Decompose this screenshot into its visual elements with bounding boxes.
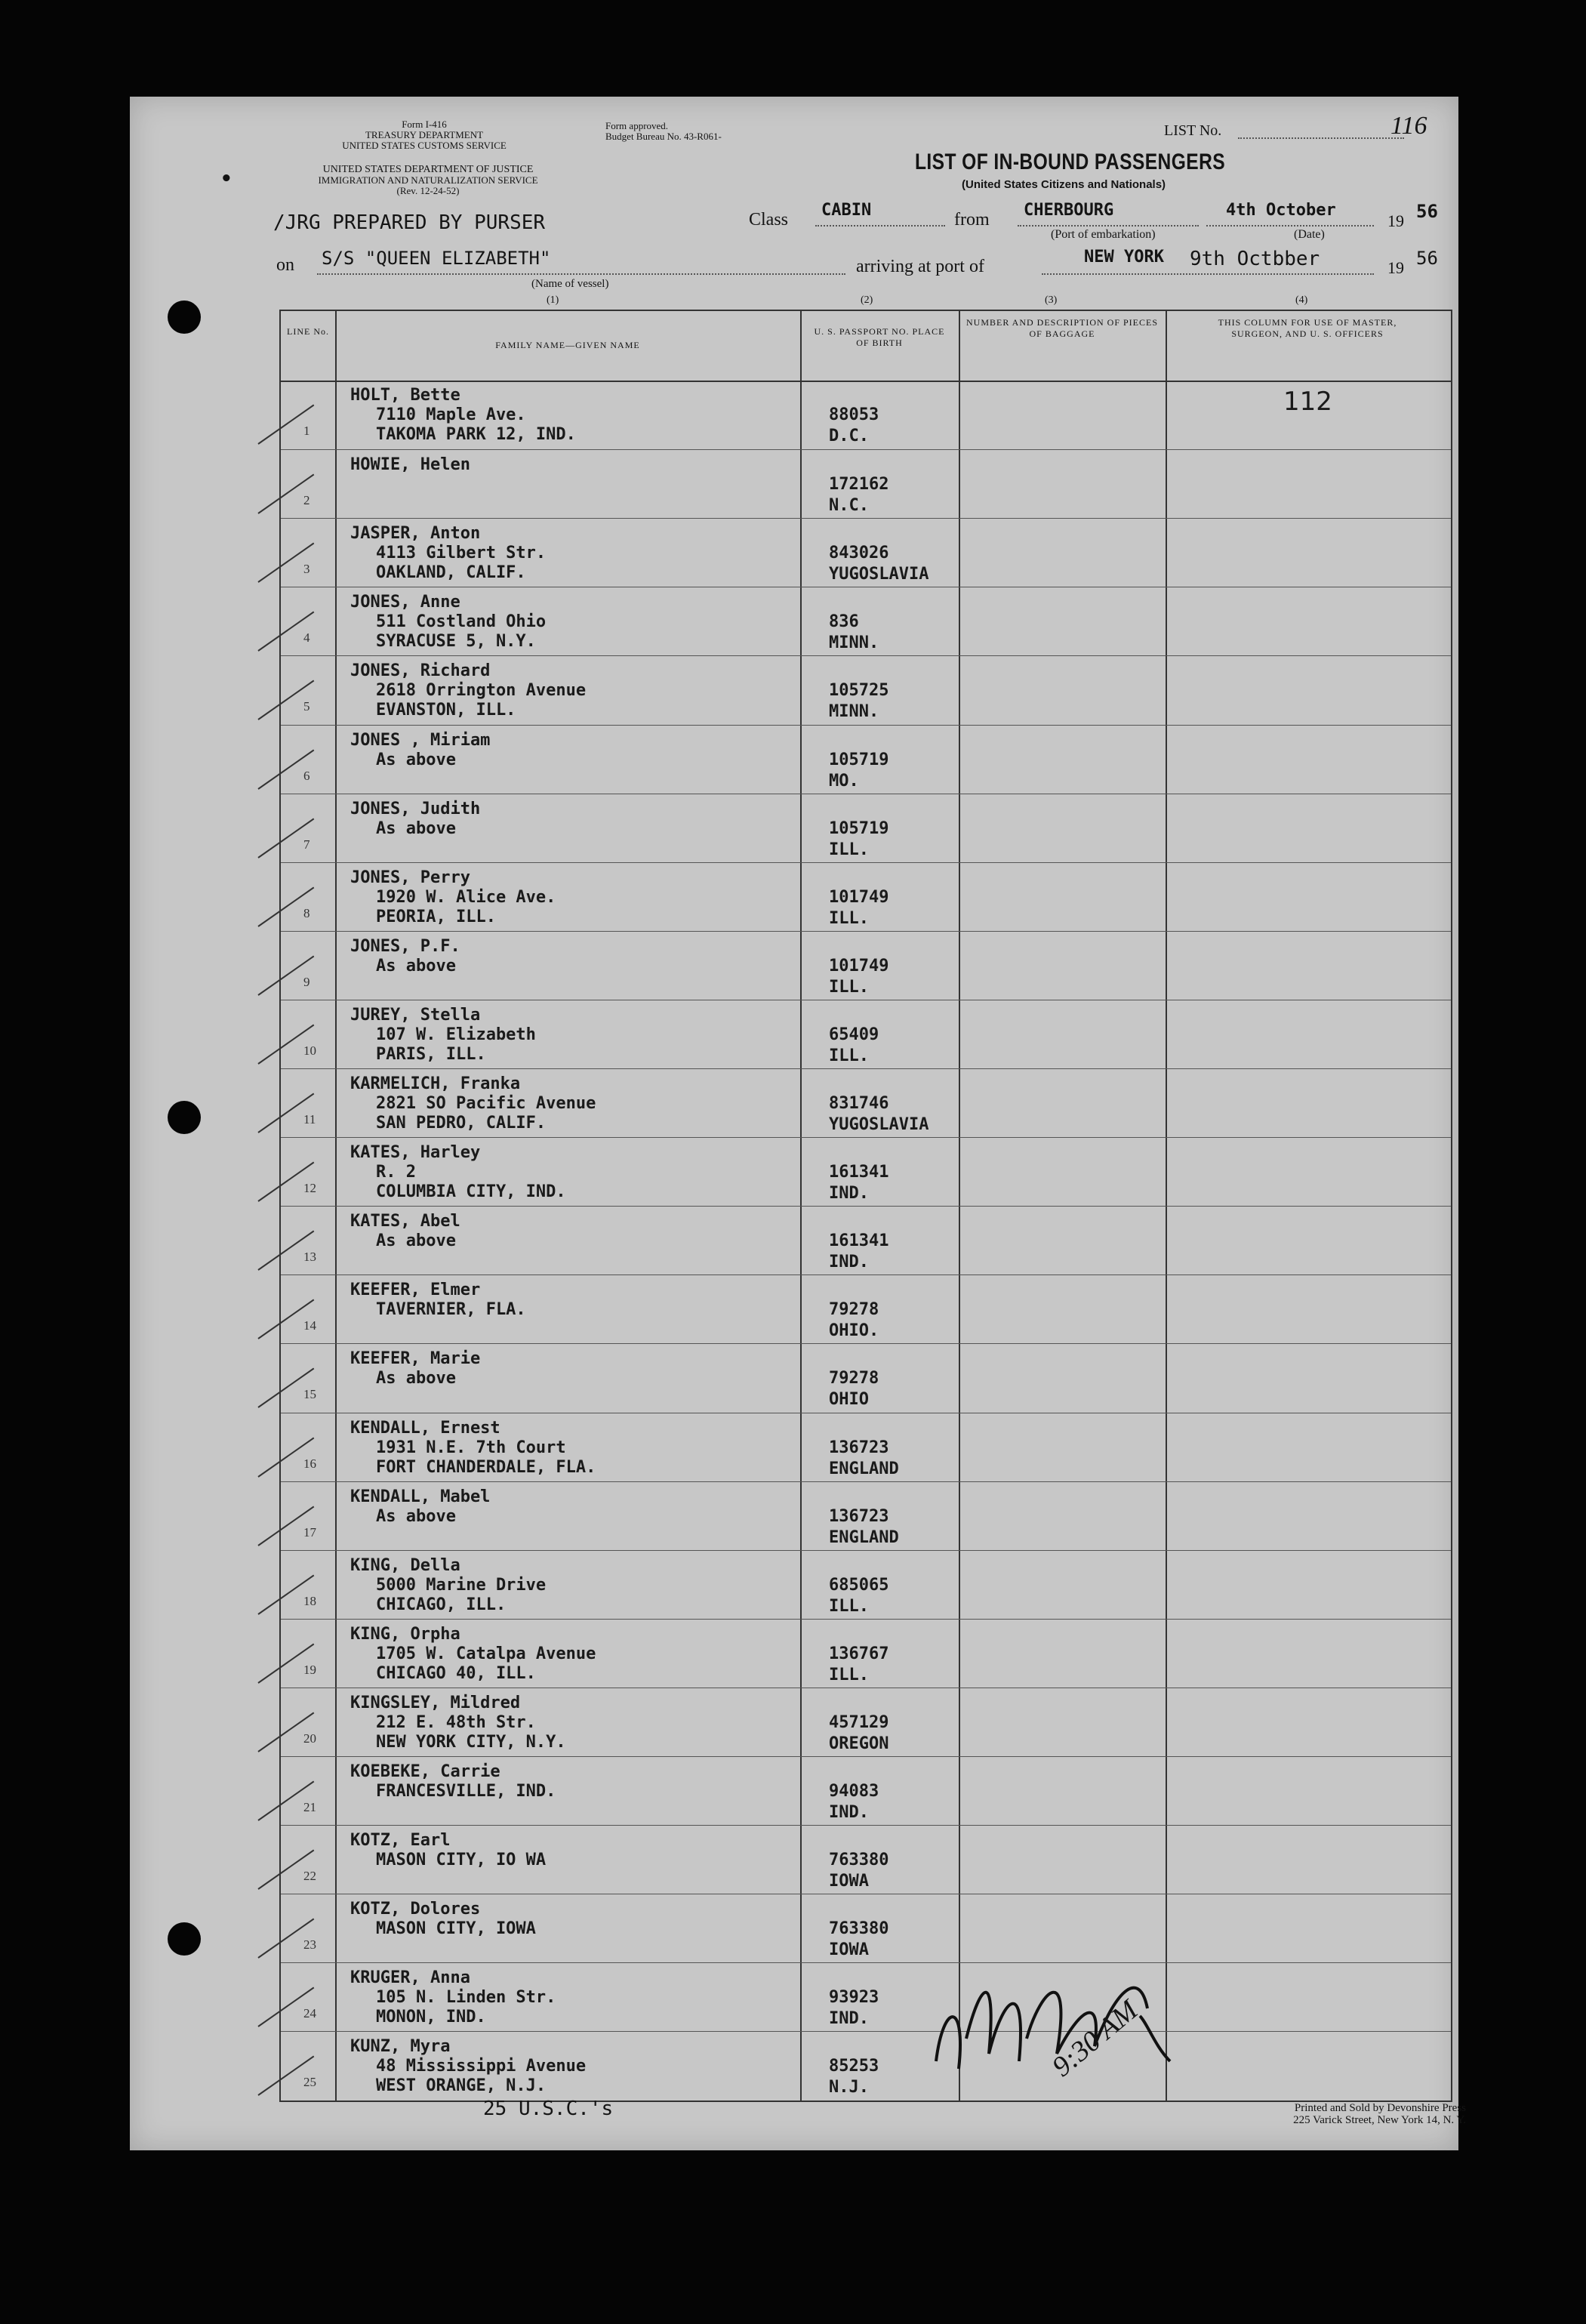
place-of-birth: ILL. <box>829 1596 869 1616</box>
passenger-address-1: 107 W. Elizabeth <box>376 1025 536 1044</box>
place-of-birth: IND. <box>829 1184 869 1204</box>
table-row <box>281 587 1451 656</box>
passenger-address-2: PEORIA, ILL. <box>376 907 496 926</box>
form-number: Form I-416 <box>402 119 447 130</box>
col2-caption: (2) <box>861 294 873 306</box>
vessel-name: S/S "QUEEN ELIZABETH" <box>322 248 551 269</box>
passenger-address-1: 2821 SO Pacific Avenue <box>376 1094 596 1113</box>
passenger-table <box>279 310 1452 2102</box>
table-row <box>281 2031 1451 2101</box>
line-number: 16 <box>303 1456 316 1471</box>
passport-number: 79278 <box>829 1369 879 1389</box>
passport-number: 172162 <box>829 475 889 495</box>
line-number: 21 <box>303 1800 316 1815</box>
passport-number: 101749 <box>829 956 889 976</box>
passport-number: 93923 <box>829 1988 879 2008</box>
place-of-birth: YUGOSLAVIA <box>829 1115 929 1134</box>
year2-prefix: 19 <box>1387 258 1404 277</box>
passenger-address-1: 7110 Maple Ave. <box>376 405 526 424</box>
passport-number: 105719 <box>829 818 889 838</box>
line-number: 10 <box>303 1043 316 1058</box>
place-of-birth: IOWA <box>829 1940 869 1960</box>
line-number: 6 <box>303 768 310 783</box>
table-row <box>281 518 1451 587</box>
passenger-address-1: 5000 Marine Drive <box>376 1575 547 1595</box>
line-number: 20 <box>303 1731 316 1746</box>
line-number: 14 <box>303 1318 316 1333</box>
line-number: 2 <box>303 493 310 508</box>
passport-number: 843026 <box>829 544 889 563</box>
passenger-address-1: MASON CITY, IO WA <box>376 1851 547 1870</box>
passenger-address-2: NEW YORK CITY, N.Y. <box>376 1732 566 1752</box>
passenger-name: JONES, Richard <box>350 661 491 681</box>
year-prefix: 19 <box>1387 211 1404 230</box>
passenger-name: JASPER, Anton <box>350 524 481 544</box>
passenger-address-1: 511 Costland Ohio <box>376 612 547 632</box>
place-of-birth: N.J. <box>829 2078 869 2097</box>
class-value: CABIN <box>821 201 872 220</box>
passenger-address-1: 212 E. 48th Str. <box>376 1712 536 1732</box>
passenger-address-1: 1931 N.E. 7th Court <box>376 1438 566 1457</box>
passenger-name: KOTZ, Dolores <box>350 1900 481 1919</box>
line-number: 5 <box>303 699 310 714</box>
place-of-birth: IND. <box>829 1803 869 1822</box>
passenger-address-1: As above <box>376 818 456 838</box>
embarkation-date: 4th October <box>1226 201 1336 220</box>
date-line <box>1206 225 1374 227</box>
place-of-birth: OHIO. <box>829 1321 879 1341</box>
place-of-birth: ILL. <box>829 977 869 997</box>
place-of-birth: OHIO <box>829 1390 869 1410</box>
table-row <box>281 1000 1451 1069</box>
form-approved: Form approved. <box>605 120 669 131</box>
form-agency-block-2 <box>273 165 583 196</box>
passport-number: 105719 <box>829 750 889 769</box>
col1-caption: (1) <box>547 294 559 306</box>
class-line <box>815 225 945 227</box>
passenger-name: KINGSLEY, Mildred <box>350 1693 521 1712</box>
place-of-birth: ILL. <box>829 840 869 859</box>
place-of-birth: OREGON <box>829 1734 889 1753</box>
margin-mark: • <box>220 168 233 190</box>
place-of-birth: YUGOSLAVIA <box>829 565 929 584</box>
passenger-address-2: PARIS, ILL. <box>376 1044 486 1064</box>
passenger-address-1: As above <box>376 1231 456 1251</box>
embarkation-caption: (Port of embarkation) <box>1051 228 1156 241</box>
passenger-name: JONES , Miriam <box>350 730 491 750</box>
place-of-birth: ENGLAND <box>829 1527 899 1547</box>
passenger-name: KING, Della <box>350 1555 460 1575</box>
table-row <box>281 862 1451 932</box>
passenger-address-1: 105 N. Linden Str. <box>376 1988 556 2008</box>
place-of-birth: N.C. <box>829 496 869 516</box>
table-row <box>281 1825 1451 1894</box>
passenger-name: KATES, Harley <box>350 1143 481 1163</box>
place-of-birth: IND. <box>829 1253 869 1272</box>
date-caption: (Date) <box>1294 228 1325 241</box>
passenger-address-1: R. 2 <box>376 1163 416 1182</box>
passport-number: 94083 <box>829 1782 879 1801</box>
port-of-embarkation: CHERBOURG <box>1024 201 1114 220</box>
prepared-by: /JRG PREPARED BY PURSER <box>273 211 546 234</box>
table-row <box>281 1481 1451 1551</box>
table-row <box>281 655 1451 725</box>
passport-number: 79278 <box>829 1300 879 1320</box>
passenger-address-2: CHICAGO, ILL. <box>376 1595 507 1614</box>
place-of-birth: ILL. <box>829 908 869 928</box>
table-row <box>281 1619 1451 1688</box>
total-count: 25 U.S.C.'s <box>483 2097 614 2120</box>
arrival-line <box>1042 273 1374 275</box>
passenger-address-1: TAVERNIER, FLA. <box>376 1300 526 1320</box>
printer-line-2: 225 Varick Street, New York 14, N. Y. <box>1293 2114 1466 2126</box>
punch-hole-bottom <box>168 1922 201 1956</box>
form-revision: (Rev. 12-24-52) <box>396 185 460 196</box>
agency-customs: UNITED STATES CUSTOMS SERVICE <box>342 140 507 151</box>
place-of-birth: ILL. <box>829 1046 869 1065</box>
arrival-date: 9th Octbber <box>1190 248 1320 270</box>
line-number: 11 <box>303 1112 316 1127</box>
line-number: 23 <box>303 1937 316 1953</box>
class-label: Class <box>749 210 789 230</box>
passport-number: 136767 <box>829 1644 889 1663</box>
header-officers: THIS COLUMN FOR USE OF MASTER, SURGEON, AND U. S. OFFICERS <box>1218 317 1397 339</box>
line-number: 19 <box>303 1662 316 1677</box>
from-line <box>1018 225 1199 227</box>
header-baggage: NUMBER AND DESCRIPTION OF PIECES OF BAGGAGE <box>965 317 1159 339</box>
agency-justice: UNITED STATES DEPARTMENT OF JUSTICE <box>322 164 534 175</box>
line-number: 13 <box>303 1250 316 1265</box>
passenger-address-1: FRANCESVILLE, IND. <box>376 1782 556 1801</box>
passport-number: 763380 <box>829 1919 889 1939</box>
passenger-name: JUREY, Stella <box>350 1005 481 1025</box>
budget-bureau: Budget Bureau No. 43-R061- <box>605 131 722 142</box>
passenger-address-1: 48 Mississippi Avenue <box>376 2057 587 2076</box>
printer-block <box>1208 2102 1466 2126</box>
table-row <box>281 449 1451 519</box>
line-number: 8 <box>303 905 310 920</box>
line-number: 1 <box>303 424 310 439</box>
line-number: 3 <box>303 562 310 577</box>
table-row <box>281 1756 1451 1826</box>
place-of-birth: MINN. <box>829 633 879 653</box>
list-number-handwritten: 116 <box>1390 112 1427 140</box>
passenger-name: KARMELICH, Franka <box>350 1074 521 1093</box>
place-of-birth: IND. <box>829 2009 869 2029</box>
line-number: 4 <box>303 630 310 646</box>
passport-number: 161341 <box>829 1231 889 1251</box>
table-row <box>281 1550 1451 1620</box>
embarkation-year: 56 <box>1416 201 1438 222</box>
passport-number: 65409 <box>829 1025 879 1044</box>
place-of-birth: MO. <box>829 771 859 791</box>
table-row <box>281 931 1451 1000</box>
passenger-name: JONES, Perry <box>350 868 470 887</box>
on-label: on <box>276 255 294 275</box>
passenger-address-2: FORT CHANDERDALE, FLA. <box>376 1457 596 1477</box>
table-header <box>281 311 1451 382</box>
passenger-name: KEEFER, Elmer <box>350 1281 481 1300</box>
passenger-address-1: MASON CITY, IOWA <box>376 1919 536 1939</box>
table-row <box>281 381 1451 449</box>
form-title: LIST OF IN-BOUND PASSENGERS <box>915 149 1226 174</box>
passenger-address-2: SYRACUSE 5, N.Y. <box>376 632 536 652</box>
vessel-caption: (Name of vessel) <box>531 278 609 290</box>
passenger-address-2: COLUMBIA CITY, IND. <box>376 1182 566 1202</box>
passenger-address-2: TAKOMA PARK 12, IND. <box>376 425 576 444</box>
passenger-address-1: As above <box>376 750 456 769</box>
place-of-birth: MINN. <box>829 702 879 722</box>
passenger-address-1: 1920 W. Alice Ave. <box>376 887 556 907</box>
table-row <box>281 725 1451 794</box>
line-number: 17 <box>303 1524 316 1540</box>
line-number: 12 <box>303 1181 316 1196</box>
form-approval <box>605 121 722 142</box>
passenger-name: KEEFER, Marie <box>350 1349 481 1369</box>
header-passport: U. S. PASSPORT NO. PLACE OF BIRTH <box>814 326 945 348</box>
passport-number: 836 <box>829 612 859 632</box>
arrival-port: NEW YORK <box>1084 248 1164 267</box>
table-row <box>281 1894 1451 1963</box>
table-row <box>281 1275 1451 1344</box>
agency-treasury: TREASURY DEPARTMENT <box>365 129 484 140</box>
place-of-birth: ENGLAND <box>829 1459 899 1478</box>
list-number-line <box>1238 137 1404 139</box>
passenger-address-2: MONON, IND. <box>376 2008 486 2027</box>
passenger-name: HOWIE, Helen <box>350 455 470 475</box>
line-number: 18 <box>303 1593 316 1608</box>
passport-number: 136723 <box>829 1506 889 1526</box>
passport-number: 88053 <box>829 405 879 424</box>
vessel-line <box>317 273 845 275</box>
table-row <box>281 1068 1451 1138</box>
passenger-address-1: As above <box>376 1369 456 1389</box>
passport-number: 136723 <box>829 1438 889 1457</box>
line-number: 7 <box>303 837 310 852</box>
passenger-name: KUNZ, Myra <box>350 2037 451 2057</box>
agency-ins: IMMIGRATION AND NATURALIZATION SERVICE <box>318 174 538 186</box>
passenger-address-1: 2618 Orrington Avenue <box>376 681 587 701</box>
punch-hole-middle <box>168 1101 201 1134</box>
col4-caption: (4) <box>1295 294 1308 306</box>
line-number: 24 <box>303 2006 316 2021</box>
passport-number: 101749 <box>829 887 889 907</box>
passport-number: 763380 <box>829 1851 889 1870</box>
passenger-address-2: SAN PEDRO, CALIF. <box>376 1114 547 1133</box>
passenger-address-2: CHICAGO 40, ILL. <box>376 1663 536 1683</box>
place-of-birth: ILL. <box>829 1665 869 1684</box>
passenger-address-2: WEST ORANGE, N.J. <box>376 2076 547 2096</box>
line-number: 22 <box>303 1869 316 1884</box>
passenger-name: KATES, Abel <box>350 1212 460 1231</box>
passenger-name: KENDALL, Mabel <box>350 1487 491 1506</box>
table-row <box>281 1137 1451 1207</box>
header-name: FAMILY NAME—GIVEN NAME <box>495 340 640 350</box>
passenger-name: KENDALL, Ernest <box>350 1418 500 1438</box>
arrival-year: 56 <box>1416 248 1438 269</box>
place-of-birth: D.C. <box>829 427 869 445</box>
officer-note: 112 <box>1283 387 1332 417</box>
line-number: 25 <box>303 2075 316 2090</box>
passenger-name: KRUGER, Anna <box>350 1968 470 1988</box>
passport-number: 85253 <box>829 2057 879 2076</box>
table-row <box>281 1343 1451 1413</box>
passenger-name: HOLT, Bette <box>350 386 460 405</box>
passport-number: 105725 <box>829 681 889 701</box>
passport-number: 457129 <box>829 1712 889 1732</box>
passenger-name: KOTZ, Earl <box>350 1831 451 1851</box>
passenger-name: KING, Orpha <box>350 1624 460 1644</box>
passenger-name: KOEBEKE, Carrie <box>350 1762 500 1781</box>
passport-number: 685065 <box>829 1575 889 1595</box>
punch-hole-top <box>168 301 201 334</box>
list-number-label: LIST No. <box>1164 122 1222 139</box>
from-label: from <box>954 210 990 230</box>
table-row <box>281 1413 1451 1482</box>
printer-line-1: Printed and Sold by Devonshire Press <box>1294 2102 1466 2114</box>
line-number: 15 <box>303 1387 316 1402</box>
place-of-birth: IOWA <box>829 1872 869 1891</box>
table-row <box>281 1206 1451 1275</box>
arriving-label: arriving at port of <box>856 257 984 276</box>
col3-caption: (3) <box>1045 294 1058 306</box>
passenger-address-1: 1705 W. Catalpa Avenue <box>376 1644 596 1663</box>
passenger-name: JONES, Anne <box>350 593 460 612</box>
form-subtitle: (United States Citizens and Nationals) <box>962 178 1166 191</box>
line-number: 9 <box>303 974 310 989</box>
passenger-address-1: As above <box>376 956 456 976</box>
passenger-address-1: 4113 Gilbert Str. <box>376 544 547 563</box>
form-agency-block <box>326 119 522 151</box>
passport-number: 161341 <box>829 1163 889 1182</box>
table-row <box>281 1962 1451 2032</box>
table-row <box>281 794 1451 863</box>
passenger-address-2: OAKLAND, CALIF. <box>376 563 526 583</box>
handwritten-time: 9:30 AM <box>1046 1994 1144 2083</box>
table-row <box>281 1688 1451 1757</box>
passenger-address-1: As above <box>376 1506 456 1526</box>
header-line-no: LINE No. <box>287 326 329 337</box>
passport-number: 831746 <box>829 1094 889 1113</box>
passenger-address-2: EVANSTON, ILL. <box>376 701 516 720</box>
passenger-name: JONES, Judith <box>350 799 481 818</box>
passenger-name: JONES, P.F. <box>350 936 460 956</box>
